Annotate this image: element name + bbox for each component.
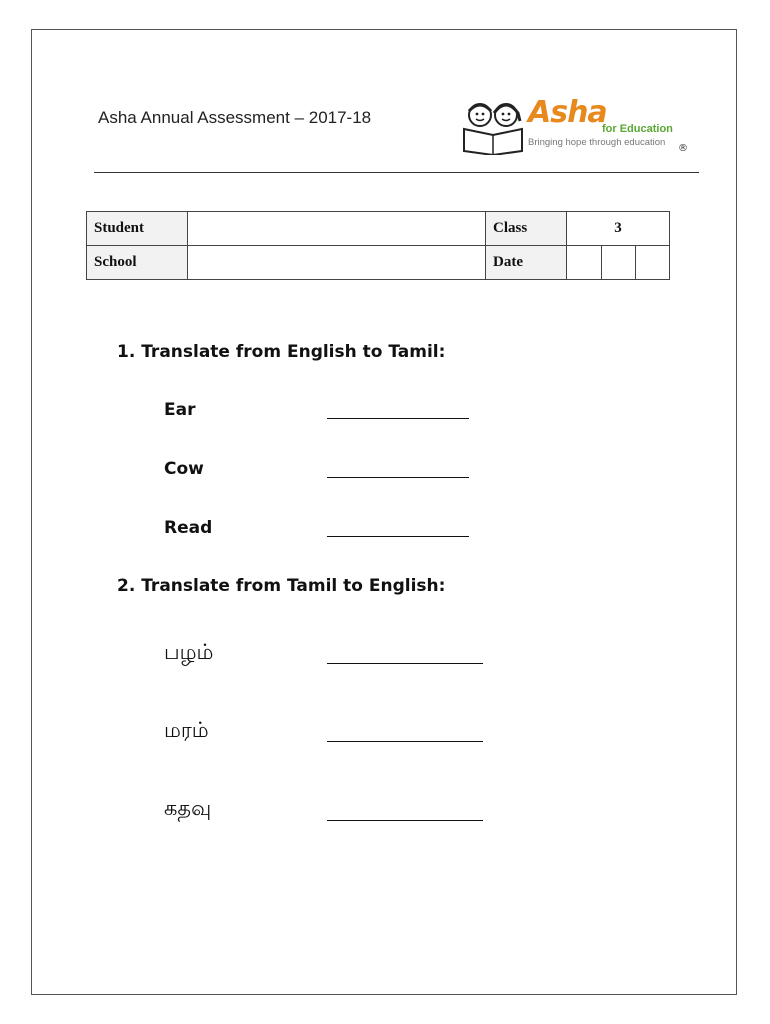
- logo-tagline: Bringing hope through education: [528, 137, 666, 148]
- question-2-heading: 2. Translate from Tamil to English:: [117, 576, 446, 596]
- student-info-table: [86, 211, 670, 280]
- class-label: Class: [486, 212, 567, 246]
- student-field[interactable]: [188, 212, 486, 246]
- tamil-word-2: மரம்: [164, 718, 209, 742]
- date-month-box[interactable]: [602, 246, 636, 280]
- asha-logo: [460, 95, 700, 159]
- answer-blank-6[interactable]: [327, 820, 483, 821]
- logo-wordmark: Asha: [528, 95, 607, 130]
- english-word-1: Ear: [164, 400, 196, 420]
- english-word-2: Cow: [164, 459, 204, 479]
- assessment-title: Asha Annual Assessment – 2017-18: [98, 108, 372, 127]
- registered-mark: ®: [678, 143, 688, 154]
- worksheet-page: [31, 29, 737, 995]
- date-label: Date: [486, 246, 567, 280]
- answer-blank-1[interactable]: [327, 418, 469, 419]
- student-row: [87, 212, 670, 246]
- school-field[interactable]: [188, 246, 486, 280]
- header-divider: [94, 172, 699, 173]
- date-year-box[interactable]: [636, 246, 670, 280]
- answer-blank-2[interactable]: [327, 477, 469, 478]
- answer-blank-5[interactable]: [327, 741, 483, 742]
- class-value[interactable]: 3: [567, 212, 670, 246]
- children-reading-icon: [460, 99, 528, 155]
- student-label: Student: [87, 212, 188, 246]
- school-label: School: [87, 246, 188, 280]
- answer-blank-4[interactable]: [327, 663, 483, 664]
- answer-blank-3[interactable]: [327, 536, 469, 537]
- tamil-word-3: கதவு: [164, 796, 212, 820]
- logo-subtitle: for Education: [602, 123, 673, 135]
- english-word-3: Read: [164, 518, 213, 538]
- question-1-heading: 1. Translate from English to Tamil:: [117, 342, 446, 362]
- date-day-box[interactable]: [567, 246, 602, 280]
- tamil-word-1: பழம்: [164, 640, 214, 664]
- school-row: [87, 246, 670, 280]
